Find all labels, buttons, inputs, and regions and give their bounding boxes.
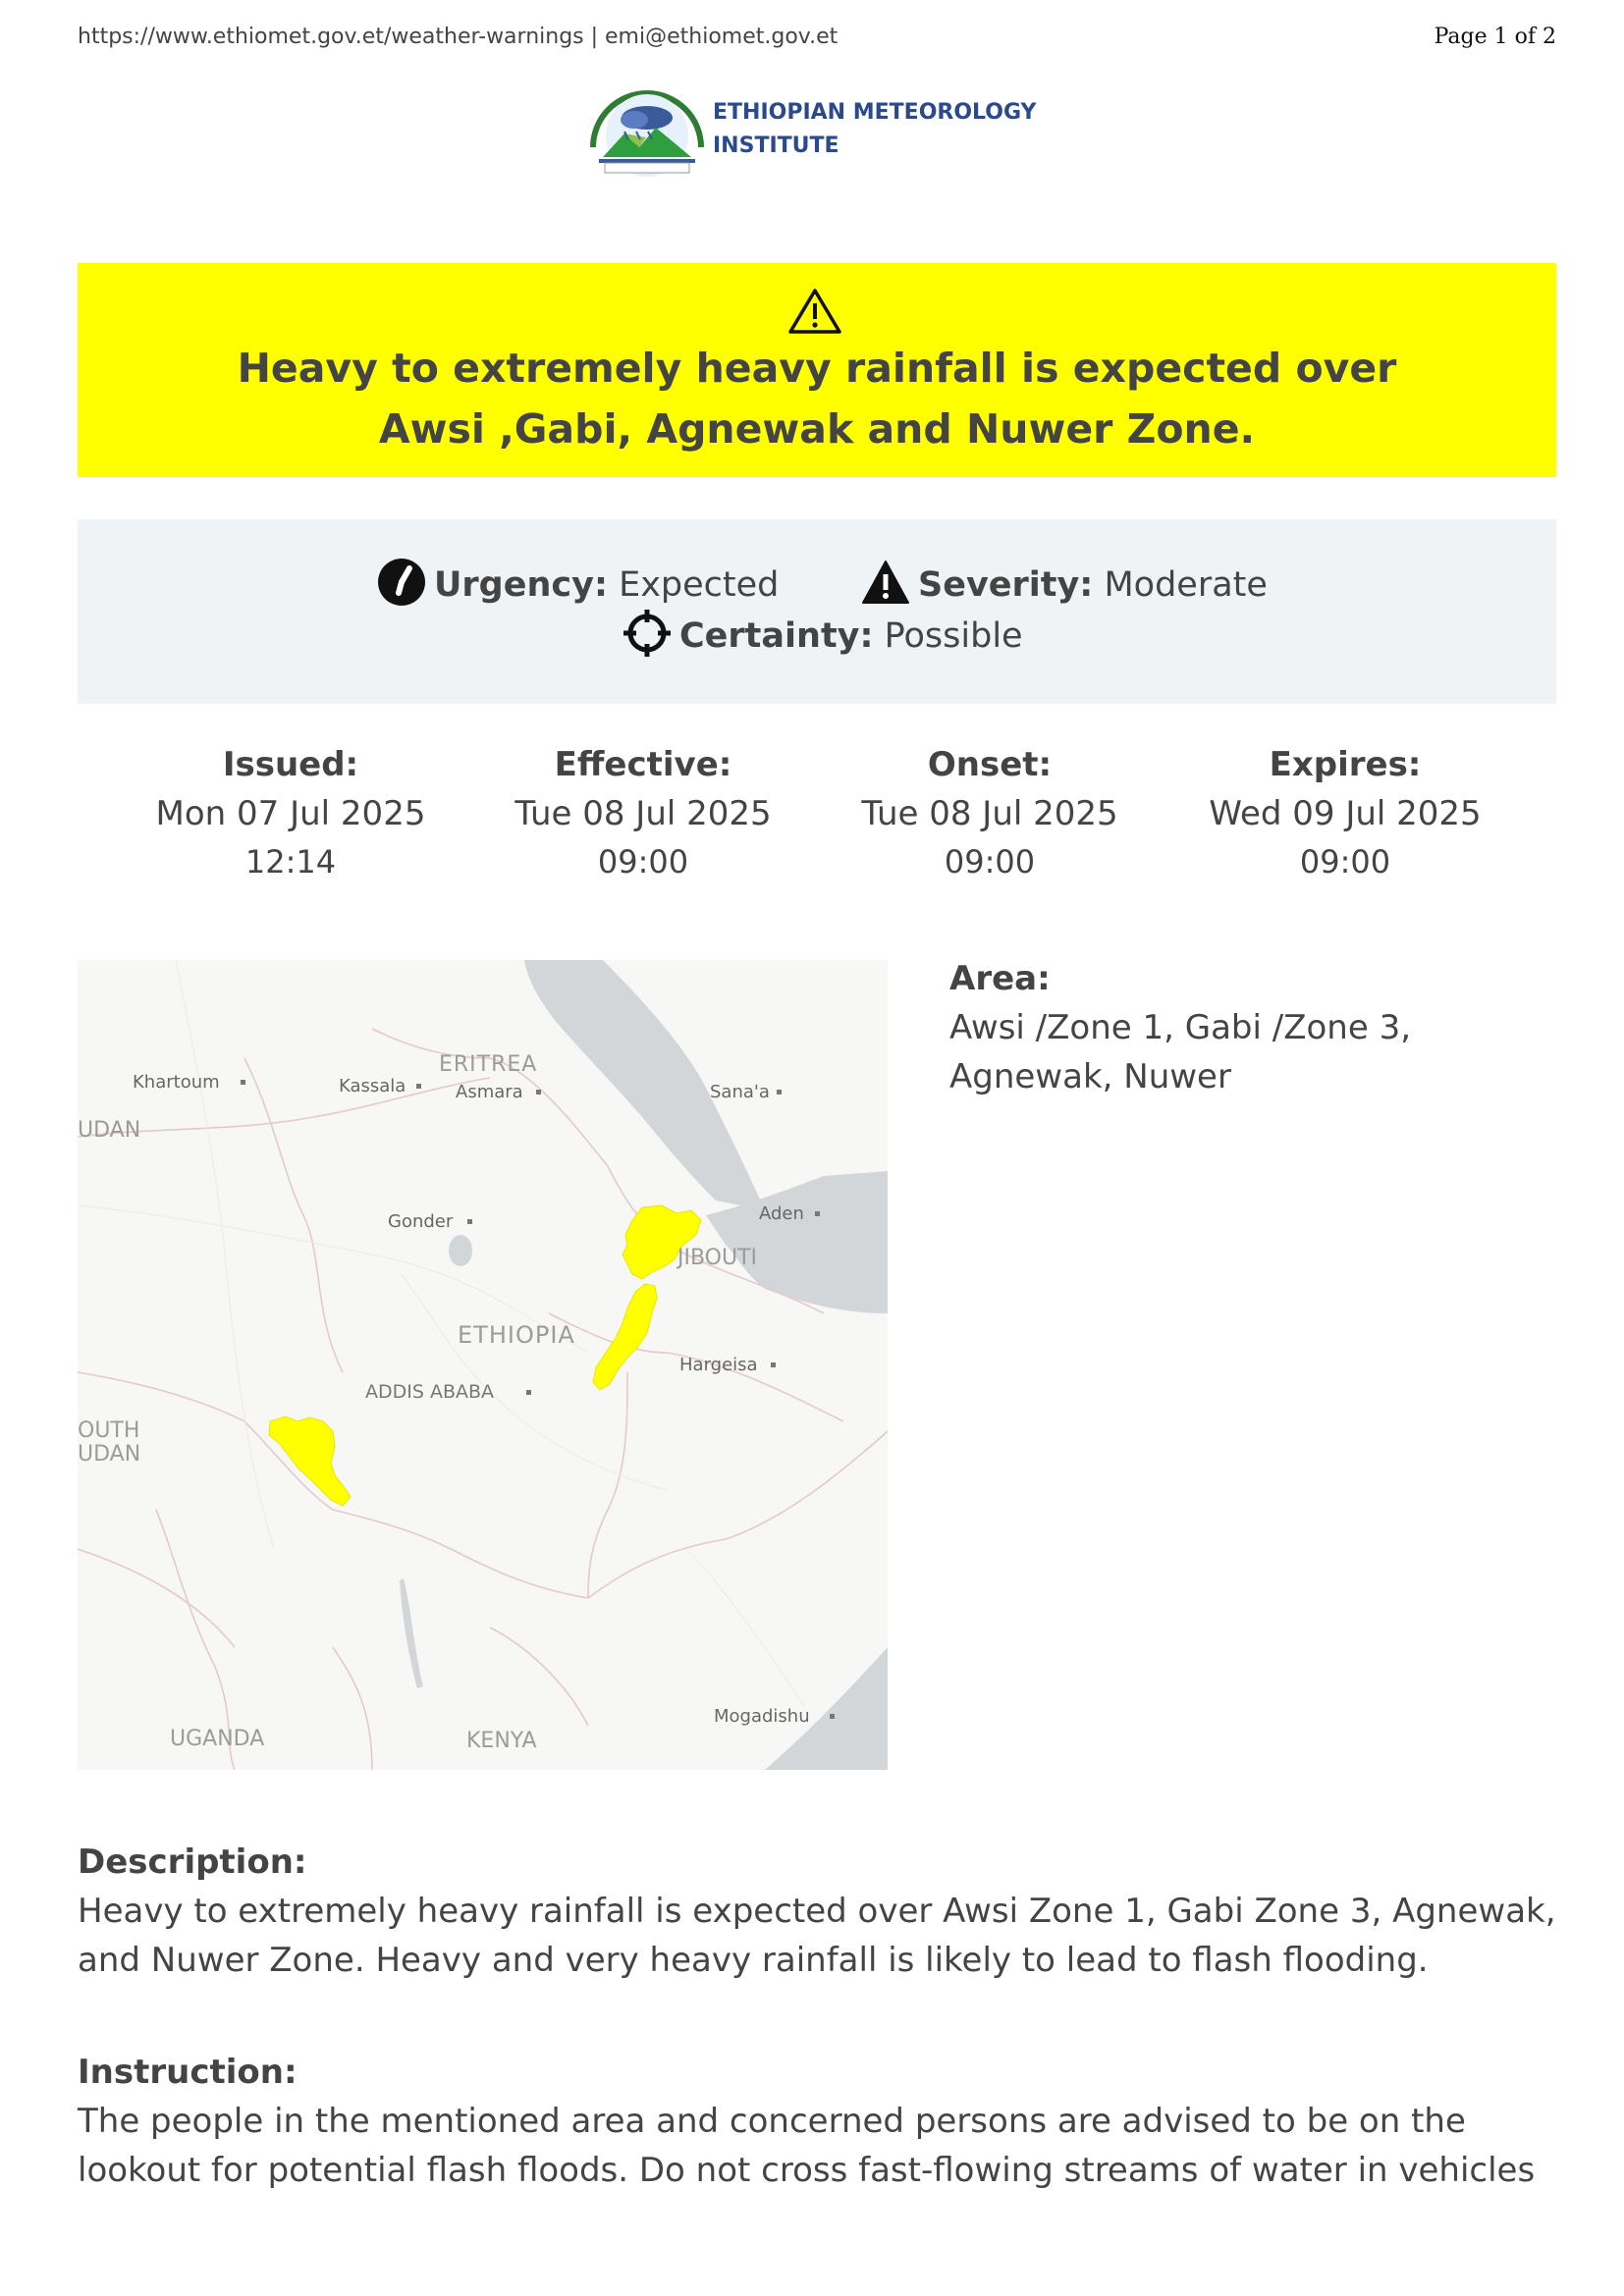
headline-line-2: Awsi ,Gabi, Agnewak and Nuwer Zone.	[378, 405, 1256, 453]
city-marker-sanaa	[777, 1090, 782, 1095]
area-label: Area:	[949, 959, 1051, 998]
expires-date: Wed 09 Jul 2025	[1209, 794, 1482, 833]
severity-value: Moderate	[1104, 565, 1268, 605]
certainty-value: Possible	[884, 616, 1023, 656]
crosshair-icon	[623, 609, 672, 658]
map-label-hargeisa: Hargeisa	[679, 1355, 758, 1375]
severity-item	[861, 561, 1268, 610]
expires-time: 09:00	[1299, 843, 1391, 881]
effective-time: 09:00	[597, 843, 689, 881]
institute-seal-icon	[585, 79, 709, 181]
warning-area-map	[78, 960, 888, 1770]
alert-times	[78, 741, 1556, 898]
instruction-text	[78, 2097, 1560, 2195]
map-label-kenya: KENYA	[466, 1729, 537, 1753]
warning-banner	[78, 263, 1556, 477]
logo-text	[713, 96, 1036, 163]
map-label-gonder: Gonder	[388, 1211, 454, 1232]
institute-logo	[585, 79, 1037, 182]
map-canvas	[78, 960, 888, 1770]
alert-triangle-icon	[861, 560, 910, 605]
onset-date: Tue 08 Jul 2025	[861, 794, 1118, 833]
area-line-2: Agnewak, Nuwer	[949, 1057, 1231, 1096]
map-label-ethiopia: ETHIOPIA	[458, 1321, 575, 1349]
header-contact-line: https://www.ethiomet.gov.et/weather-warnings | emi@ethiomet.gov.et	[78, 25, 839, 49]
effective-label: Effective:	[554, 745, 732, 784]
logo-line-2: INSTITUTE	[713, 133, 839, 158]
city-marker-asmara	[536, 1090, 541, 1095]
description-text	[78, 1887, 1560, 1985]
map-label-sanaa: Sana'a	[710, 1082, 770, 1102]
issued-time: 12:14	[244, 843, 337, 881]
urgency-label: Urgency:	[434, 565, 608, 605]
map-label-addis-ababa: ADDIS ABABA	[365, 1381, 495, 1403]
map-label-south: OUTH	[78, 1418, 140, 1443]
city-marker-addis	[526, 1390, 531, 1395]
map-label-eritrea: ERITREA	[439, 1052, 538, 1077]
effective-date: Tue 08 Jul 2025	[514, 794, 772, 833]
issued-date: Mon 07 Jul 2025	[155, 794, 426, 833]
map-label-aden: Aden	[759, 1203, 804, 1224]
clock-icon	[377, 558, 426, 607]
urgency-value: Expected	[619, 565, 780, 605]
map-label-sudan: UDAN	[78, 1118, 141, 1143]
certainty-label: Certainty:	[679, 616, 874, 656]
alert-meta-box	[78, 519, 1556, 704]
map-label-djibouti: JIBOUTI	[677, 1246, 758, 1270]
page-number: Page 1 of 2	[1434, 25, 1556, 49]
map-label-khartoum: Khartoum	[133, 1072, 220, 1093]
expires-label: Expires:	[1269, 745, 1422, 784]
logo-line-1: ETHIOPIAN METEOROLOGY	[713, 100, 1037, 125]
instruction-line-1: The people in the mentioned area and concerned persons are advised to be on the	[78, 2102, 1466, 2141]
map-label-uganda: UGANDA	[170, 1727, 265, 1751]
onset-column	[813, 741, 1166, 884]
map-label-kassala: Kassala	[339, 1076, 406, 1096]
urgency-item	[377, 561, 779, 611]
area-text	[949, 1003, 1499, 1101]
certainty-item	[623, 612, 1023, 662]
expires-column	[1168, 741, 1522, 884]
city-marker-gonder	[467, 1219, 472, 1224]
effective-column	[466, 741, 820, 884]
city-marker-kassala	[416, 1084, 421, 1089]
warning-triangle-icon	[787, 287, 842, 336]
description-label: Description:	[78, 1842, 307, 1882]
city-marker-khartoum	[241, 1080, 245, 1085]
city-marker-mogadishu	[830, 1714, 835, 1719]
instruction-label: Instruction:	[78, 2053, 298, 2092]
map-label-asmara: Asmara	[456, 1082, 523, 1102]
map-label-south-sudan: UDAN	[78, 1442, 141, 1467]
description-line-2: and Nuwer Zone. Heavy and very heavy rainfall is likely to lead to flash flooding.	[78, 1941, 1429, 1980]
severity-label: Severity:	[918, 565, 1094, 605]
onset-label: Onset:	[927, 745, 1053, 784]
issued-column	[114, 741, 467, 884]
area-line-1: Awsi /Zone 1, Gabi /Zone 3,	[949, 1008, 1412, 1047]
map-label-mogadishu: Mogadishu	[714, 1706, 810, 1727]
issued-label: Issued:	[222, 745, 359, 784]
warning-headline	[78, 338, 1556, 459]
city-marker-hargeisa	[771, 1362, 776, 1367]
description-line-1: Heavy to extremely heavy rainfall is expected over Awsi Zone 1, Gabi Zone 3, Agnewak,	[78, 1892, 1556, 1931]
headline-line-1: Heavy to extremely heavy rainfall is expected over	[237, 345, 1397, 392]
instruction-line-2: lookout for potential flash floods. Do not cross fast-flowing streams of water in vehicles	[78, 2151, 1536, 2190]
onset-time: 09:00	[944, 843, 1036, 881]
city-marker-aden	[815, 1211, 820, 1216]
lake-tana	[449, 1235, 472, 1266]
